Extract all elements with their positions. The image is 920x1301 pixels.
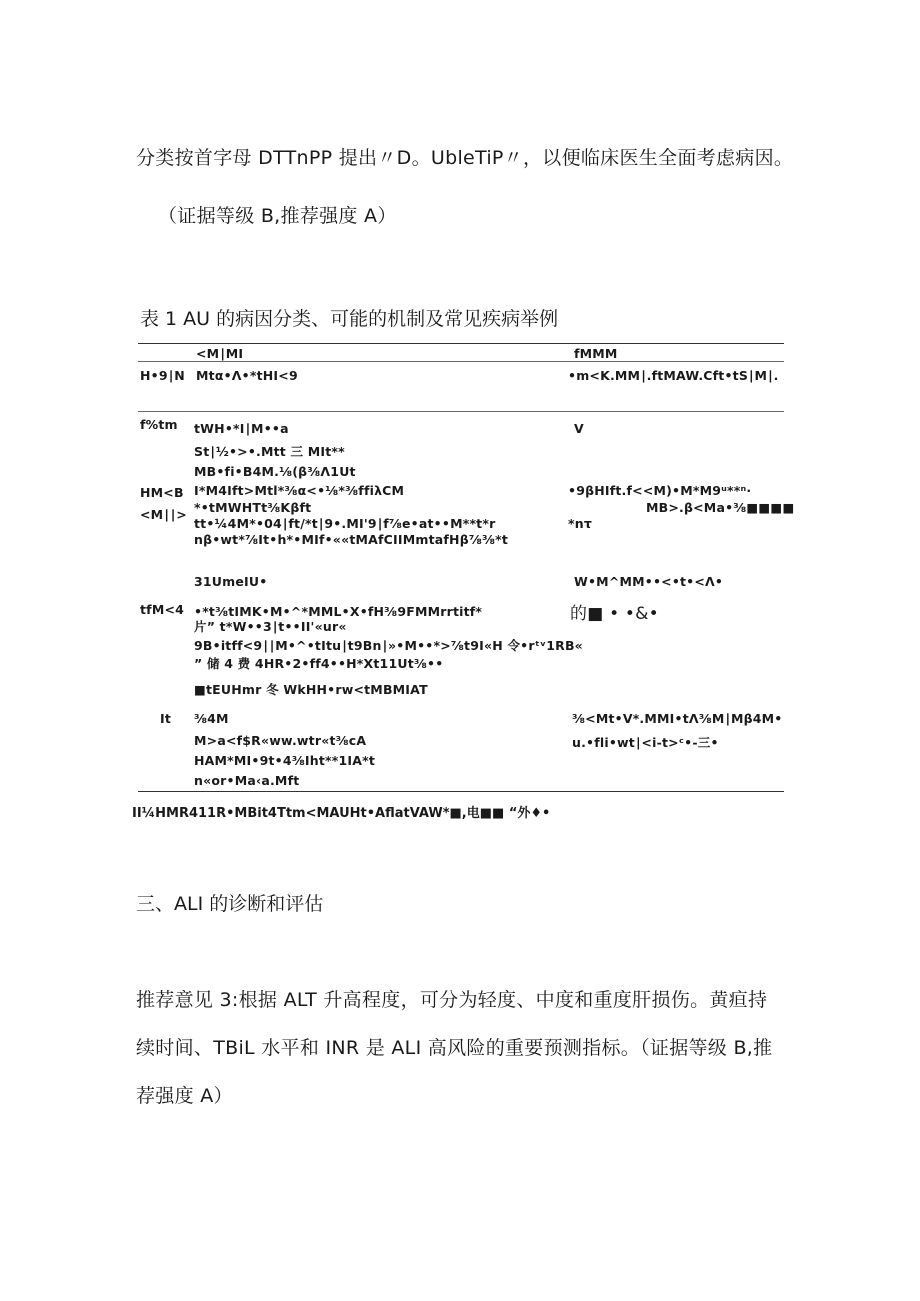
table-row-rule: [138, 411, 784, 412]
table-row-label: HM<B: [140, 485, 184, 500]
table-row-label: H•9∣N: [140, 368, 185, 383]
recommendation-text-line: 荐强度 A）: [136, 1085, 233, 1107]
table-cell: tWH•*I∣M••a: [194, 421, 289, 436]
table-cell: *•tMWHTt⅜Kβft: [194, 500, 312, 515]
table-cell: MB>.β<Ma•⅜■■■■: [646, 500, 795, 515]
table-cell: *nτ: [568, 516, 593, 531]
table-cell: I*M4Ift>Mtl*⅜α<•⅛*⅜ffiλCM: [194, 483, 405, 498]
recommendation-text-line: 推荐意见 3:根据 ALT 升高程度，可分为轻度、中度和重度肝损伤。黄疸持: [136, 989, 768, 1011]
table-cell: nβ•wt*⅞It•h*•MIf•««tMAfCIIMmtafHβ⅞⅜*t: [194, 532, 509, 547]
table-cell: M>a<f$R«ww.wtr«t⅜cA: [194, 733, 367, 748]
table-footnote: II¼HMR411R•MBit4Ttm<MAUHt•AflatVAW*■,电■■ “外♦•: [132, 806, 551, 821]
table-row-label: f%tm: [140, 417, 178, 432]
intro-text-line: 分类按首字母 DTTnPP 提出〃D。UbleTiP〃，以便临床医生全面考虑病因。: [136, 147, 794, 169]
table-cell: W•M^MM••<•t•<Λ•: [574, 574, 724, 589]
table-bottom-rule: [138, 791, 784, 792]
table-cell: ■tEUHmr 冬 WkHH•rw<tMBMIAT: [194, 682, 428, 697]
table-header-mechanism: <M∣MI: [196, 346, 244, 361]
recommendation-text-line: 续时间、TBiL 水平和 INR 是 ALI 高风险的重要预测指标。（证据等级 B,推: [136, 1037, 773, 1059]
table-cell: MB•fi•B4M.⅛(β⅜Λ1Ut: [194, 464, 356, 479]
table-cell: •9βHIft.f<<M)•M*M9ᵘ**ⁿ·: [568, 483, 752, 498]
table-header-diseases: fMMM: [574, 346, 618, 361]
table-cell: St∣½•>•.Mtt 三 MIt**: [194, 444, 345, 459]
table-cell: V: [574, 421, 584, 436]
table-cell: HAM*MI•9t•4⅜Iht**1IA*t: [194, 753, 376, 768]
table-top-rule: [138, 343, 784, 344]
table-row-label: <M∣∣>: [140, 507, 187, 522]
table-cell: ⅜<Mt•V*.MMI•tΛ⅜M∣Mβ4M•: [572, 711, 783, 726]
table-cell: ⅜4M: [194, 711, 229, 726]
table-row-label: tfM<4: [140, 602, 185, 617]
table-cell: n«or•Ma‹a.Mft: [194, 773, 300, 788]
table-cell: 片” t*W••3∣t••II'«ur«: [194, 619, 347, 634]
table-cell: •*t⅜tIMK•M•^*MML•X•fH⅜9FMMrrtitf*: [194, 604, 483, 619]
table-cell: 的■ • •&•: [570, 604, 659, 624]
table-cell: 31UmeIU•: [194, 574, 268, 589]
table-header-rule: [138, 361, 784, 362]
table-cell: u.•fli•wt∣<i-t>ᶜ•-三•: [572, 735, 719, 750]
table-caption: 表 1 AU 的病因分类、可能的机制及常见疾病举例: [140, 308, 559, 330]
section-heading: 三、ALI 的诊断和评估: [136, 893, 324, 915]
table-cell: ” 储 4 费 4HR•2•ff4••H*Xt11Ut⅜••: [194, 656, 444, 671]
table-cell: tt•¼4M*•04∣ft/*t∣9•.MI'9∣f⅞e•at••M**t*r: [194, 516, 496, 531]
intro-citation: （证据等级 B,推荐强度 A）: [158, 205, 397, 227]
table-cell: •m<K.MM∣.ftMAW.Cft•tS∣M∣.: [568, 368, 779, 383]
table-cell: Mtα•Λ•*tHI<9: [196, 368, 298, 383]
table-cell: 9B•itff<9∣∣M•^•tItu∣t9Bn∣»•M••*>⅞t9I«H 令•rᵗᵛ1RB«: [194, 638, 583, 653]
table-row-label: It: [160, 711, 172, 726]
